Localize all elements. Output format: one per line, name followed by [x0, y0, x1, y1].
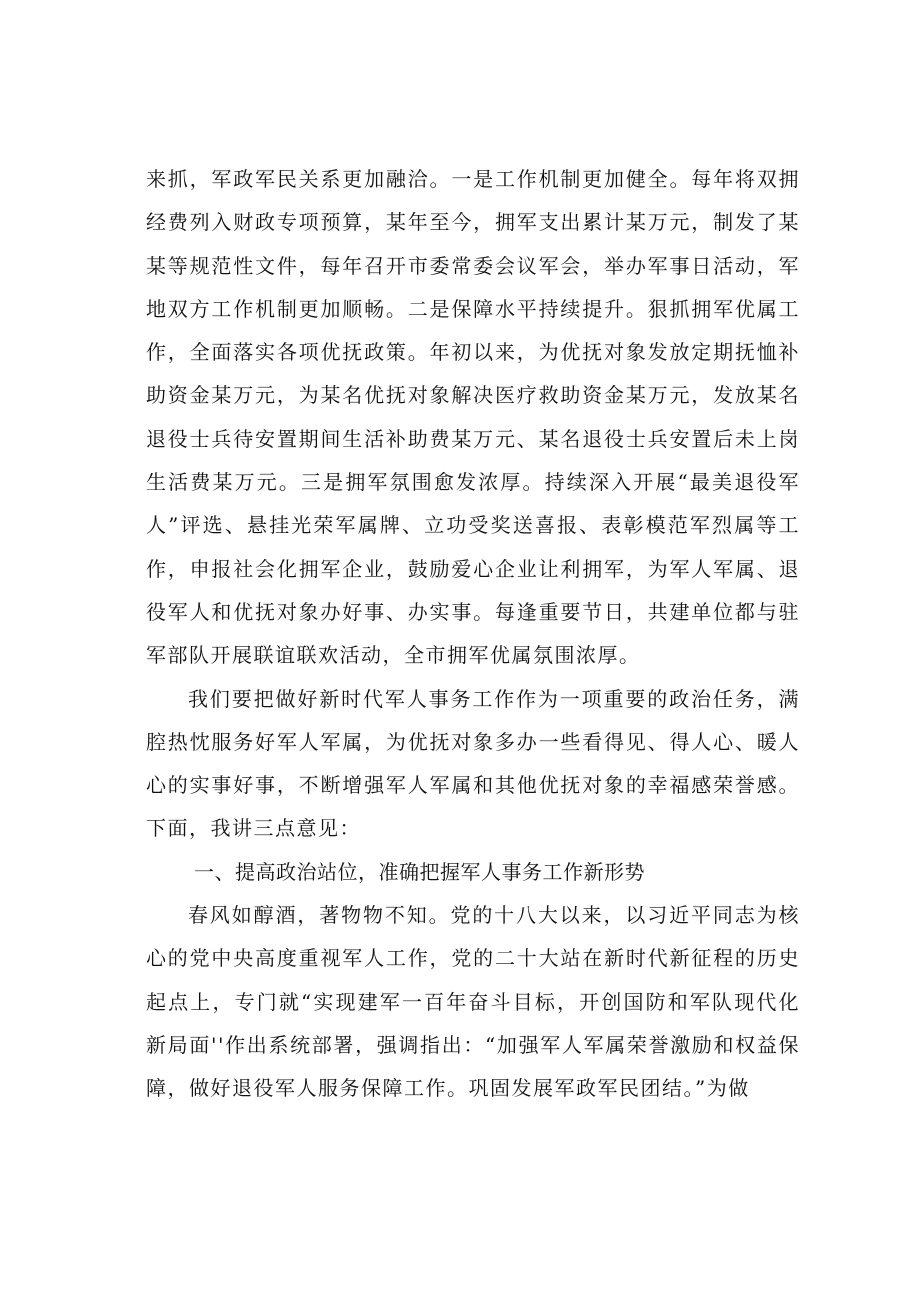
document-body	[146, 158, 800, 1111]
paragraph-3: 春风如醇酒，著物物不知。党的十八大以来，以习近平同志为核心的党中央高度重视军人工作，党的二十大站在新时代新征程的历史起点上，专门就“实现建军一百年奋斗目标，开创国防和军队现代化新局面''作出系统部署，强调指出：“加强军人军属荣誉激励和权益保障，做好退役军人服务保障工作。巩固发展军政军民团结。”为做	[146, 903, 800, 1101]
paragraph-2: 我们要把做好新时代军人事务工作作为一项重要的政治任务，满腔热忱服务好军人军属，为优抚对象多办一些看得见、得人心、暖人心的实事好事，不断增强军人军属和其他优抚对象的幸福感荣誉感。下面，我讲三点意见：	[146, 686, 800, 841]
section-heading-1: 一、提高政治站位，准确把握军人事务工作新形势	[194, 859, 645, 884]
paragraph-1: 来抓，军政军民关系更加融洽。一是工作机制更加健全。每年将双拥经费列入财政专项预算，某年至今，拥军支出累计某万元，制发了某某等规范性文件，每年召开市委常委会议军会，举办军事日活动，军地双方工作机制更加顺畅。二是保障水平持续提升。狠抓拥军优属工作，全面落实各项优抚政策。年初以来，为优抚对象发放定期抚恤补助资金某万元，为某名优抚对象解决医疗救助资金某万元，发放某名退役士兵待安置期间生活补助费某万元、某名退役士兵安置后未上岗生活费某万元。三是拥军氛围愈发浓厚。持续深入开展“最美退役军人”评选、悬挂光荣军属牌、立功受奖送喜报、表彰模范军烈属等工作，申报社会化拥军企业，鼓励爱心企业让利拥军，为军人军属、退役军人和优抚对象办好事、办实事。每逢重要节日，共建单位都与驻军部队开展联谊联欢活动，全市拥军优属氛围浓厚。	[146, 167, 800, 668]
